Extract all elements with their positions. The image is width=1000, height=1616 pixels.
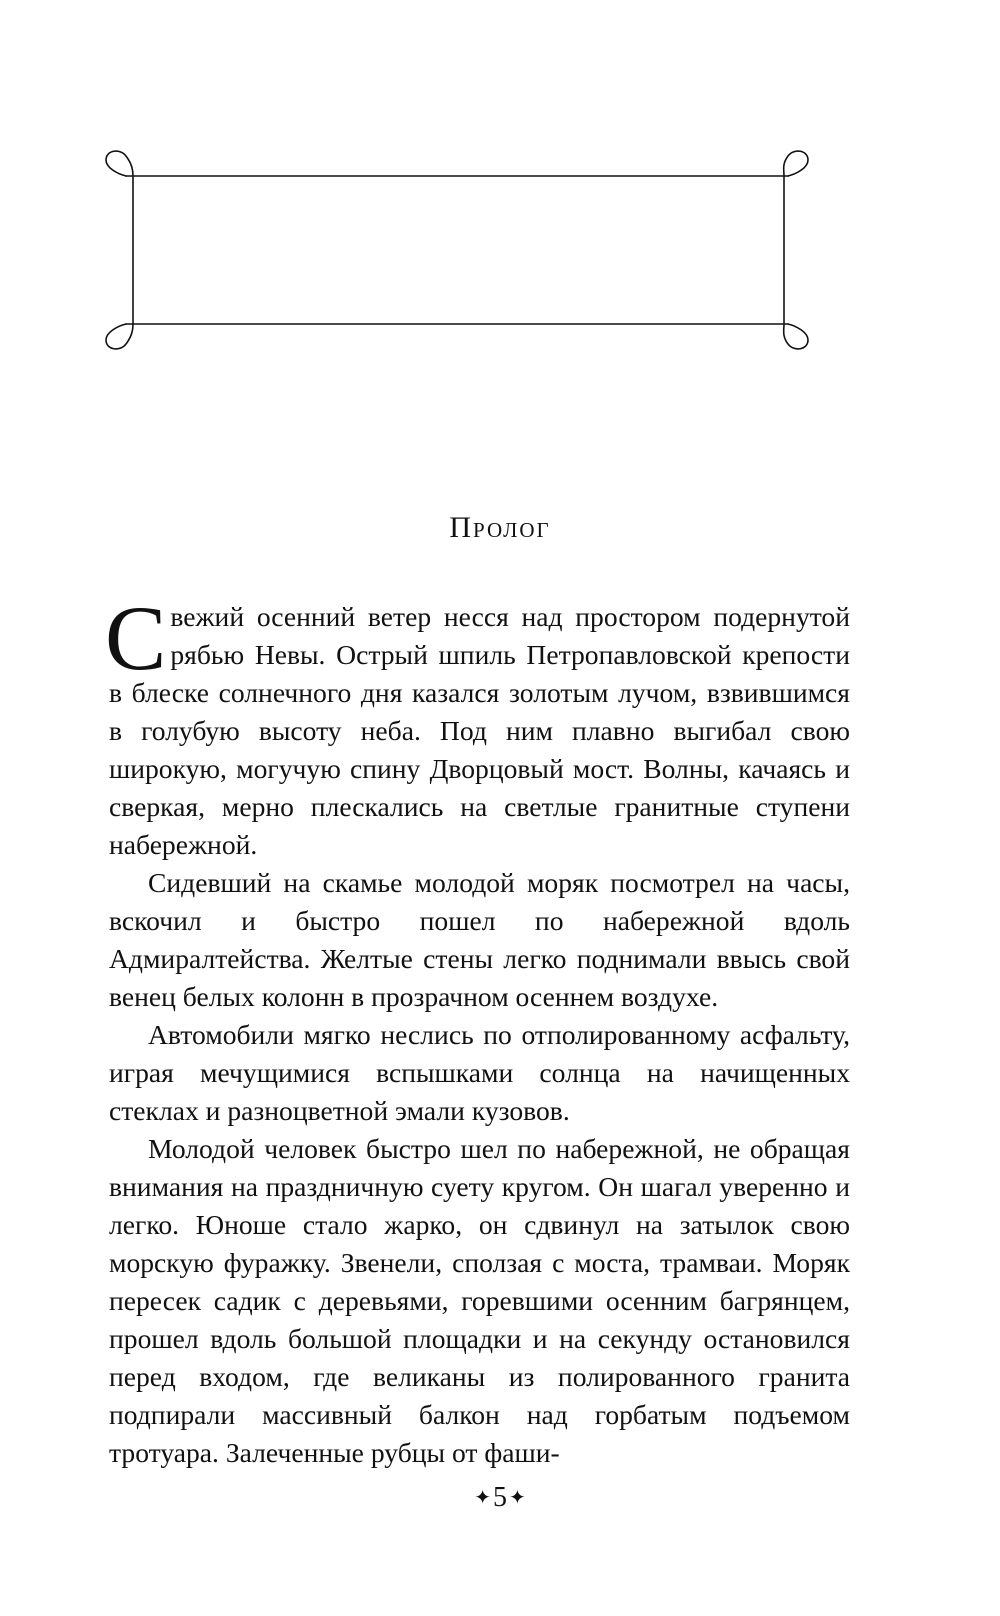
star-icon: ✦: [474, 1487, 491, 1509]
chapter-title: Пролог: [449, 511, 551, 544]
paragraph-text: вежий осенний ветер несся над простором подернутой рябью Невы. Острый шпиль Петропавловской крепости в блеске солнечного дня казался золотым лучом, взвившимся в голубую высоту неба. Под ним плавно выгибал свою широкую, могучую спину Дворцовый мост. Волны, качаясь и сверкая, мерно плескались на светлые гранитные ступени набережной.: [109, 601, 850, 860]
paragraph: Сидевший на скамье молодой моряк посмотрел на часы, вскочил и быстро пошел по набережной вдоль Адмиралтейства. Желтые стены легко поднимали ввысь свой венец белых колонн в прозрачном осеннем воздухе.: [109, 867, 850, 1012]
page-footer: [0, 1480, 1000, 1516]
decorative-frame: [100, 148, 860, 374]
page-number: 5: [493, 1482, 507, 1513]
drop-cap: С: [105, 587, 167, 689]
paragraph: Молодой человек быстро шел по набережной, не обращая внимания на праздничную суету кругом. Он шагал уверенно и легко. Юноше стало жарко, он сдвинул на затылок свою морскую фуражку. Звенели, сползая с моста, трамваи. Моряк пересек садик с деревьями, горевшими осенним багрянцем, прошел вдоль большой площадки и на секунду остановился перед входом, где великаны из полированного гранита подпирали массивный балкон над горбатым подъемом тротуара. Залеченные рубцы от фаши-: [109, 1133, 850, 1468]
paragraph: Автомобили мягко неслись по отполированному асфальту, играя мечущимися вспышками солнца на начищенных стеклах и разноцветной эмали кузовов.: [109, 1019, 850, 1126]
star-icon: ✦: [509, 1487, 526, 1509]
body-text: [105, 587, 850, 1472]
paragraph: [105, 587, 850, 864]
